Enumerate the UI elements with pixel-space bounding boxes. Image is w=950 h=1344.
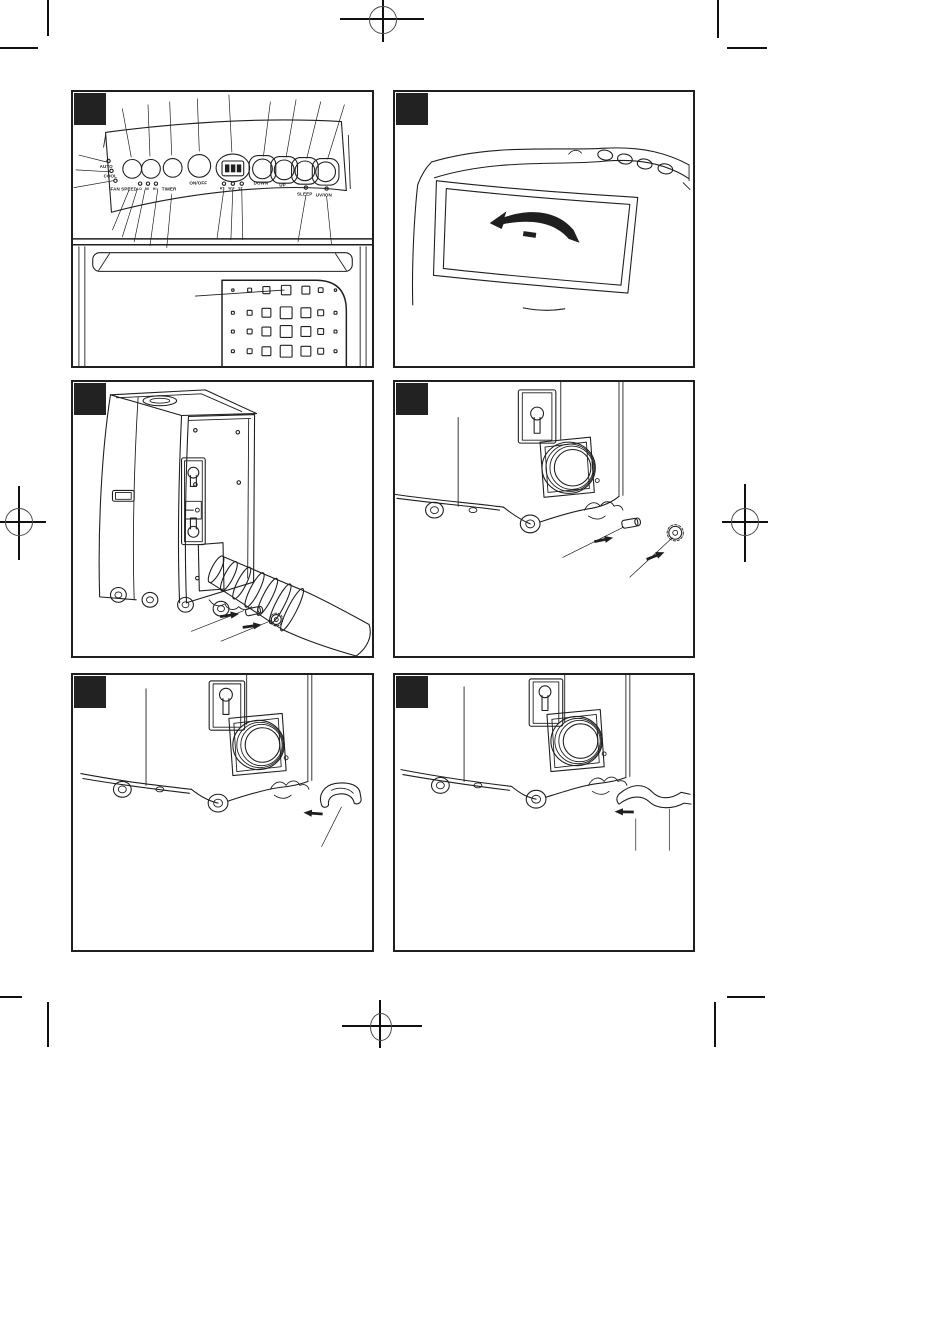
keyhole-plate [518,390,555,443]
arrow-left [614,808,633,815]
label-hi: HI [152,186,157,191]
registration-target [369,6,397,34]
registration-target [370,1013,392,1041]
figure-panel-1 [71,90,374,368]
figure-number-badge [396,93,428,125]
crop-mark [47,0,49,36]
drain-hose-illustration [395,675,693,950]
figure-number-badge [74,93,106,125]
drain-elbow-illustration [73,675,372,950]
drain-plug-illustration [395,382,693,656]
label-wf: W.F [228,186,235,191]
arrow-right [242,621,262,631]
label-sleep: SLEEP [297,191,313,197]
keyhole-plate [529,679,563,726]
label-onoff: ON/OFF [189,180,208,186]
label-auto: AUTO [99,163,113,169]
figure-number-badge [74,383,106,415]
crop-mark [727,47,767,49]
figure-panel-4 [393,380,695,658]
display-digit [231,164,235,172]
arrow-right [645,549,666,563]
unit-top-illustration [79,247,366,366]
label-fan-speed: FAN SPEED [110,186,137,192]
crop-mark [47,1002,49,1047]
crop-mark [714,1002,716,1047]
grille-illustration [395,92,693,366]
label-cool: COOL [103,173,118,179]
label-lo: LO [137,186,142,191]
figure-panel-3 [71,380,374,658]
label-timer: TIMER [161,186,177,192]
label-uvion: UV/ION [315,192,332,198]
label-rt: RT [220,186,225,191]
arrow-right [594,534,614,545]
crop-mark [727,996,765,998]
figure-panel-6 [393,673,695,952]
figure-panel-2 [393,90,695,368]
drain-hose [617,786,691,808]
drain-plug [621,518,641,529]
control-panel-illustration [73,92,372,366]
rear-hose-illustration [73,382,372,656]
figure-number-badge [396,676,428,708]
vent-grid [231,285,337,357]
display-digit [225,164,229,172]
drain-elbow [320,783,361,807]
registration-target [5,508,33,536]
arrow-left [303,809,323,817]
screws [194,429,241,580]
rotate-arrow [490,211,580,243]
crop-mark [0,996,22,998]
label-up: UP [279,182,286,188]
label-st: ST [238,186,243,191]
label-mi: MI [145,186,149,191]
figure-panel-5 [71,673,374,952]
figure-number-badge [74,676,106,708]
exhaust-hose [205,554,306,633]
drain-cap [667,525,683,541]
crop-mark [0,47,38,49]
figure-number-badge [396,383,428,415]
registration-target [731,508,759,536]
display-digit [237,164,241,172]
label-down: DOWN [253,180,269,186]
crop-mark [717,0,719,38]
